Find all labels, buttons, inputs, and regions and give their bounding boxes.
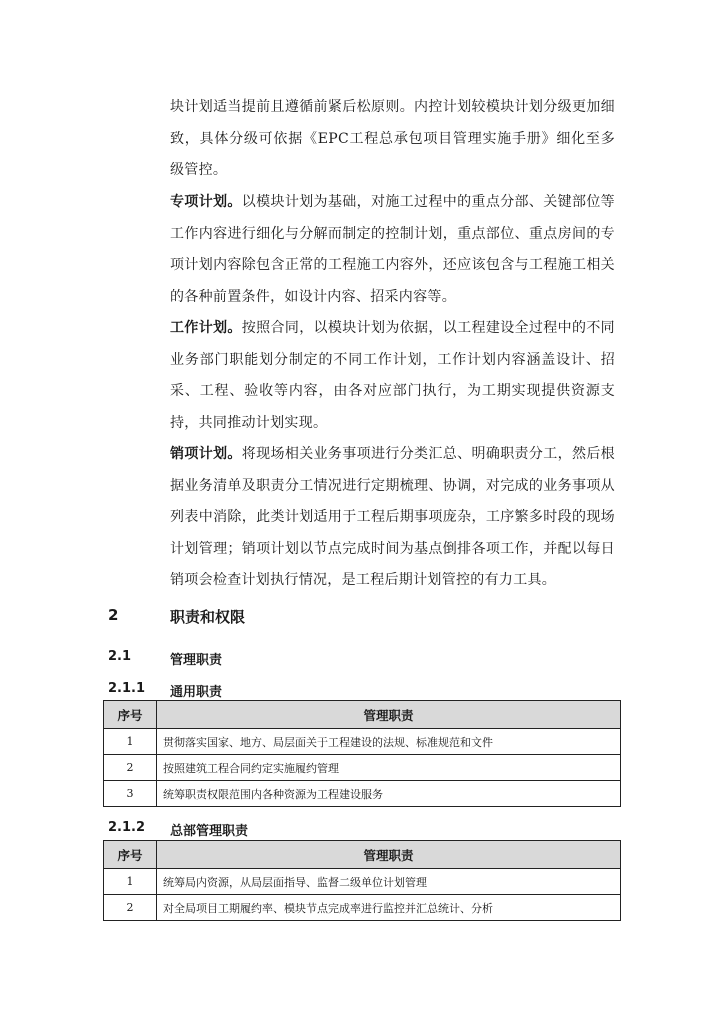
table-row bbox=[104, 755, 621, 781]
row-duty: 对全局项目工期履约率、模块节点完成率进行监控并汇总统计、分析 bbox=[157, 895, 621, 921]
headquarters-duties-table bbox=[103, 840, 621, 921]
section-2-1-title: 管理职责 bbox=[170, 653, 223, 668]
row-duty: 统筹职责权限范围内各种资源为工程建设服务 bbox=[157, 781, 621, 807]
paragraph-work-plan bbox=[170, 313, 615, 439]
general-duties-table bbox=[103, 700, 621, 807]
table-header-row bbox=[104, 841, 621, 869]
section-2-number: 2 bbox=[108, 606, 119, 624]
section-2-1-1-title: 通用职责 bbox=[170, 685, 223, 700]
paragraph-text: 按照合同，以模块计划为依据，以工程建设全过程中的不同业务部门职能划分制定的不同工作计划，工作计划内容涵盖设计、招采、工程、验收等内容，由各对应部门执行，为工期实现提供资源支持，共同推动计划实现。 bbox=[170, 320, 615, 431]
paragraph-lead: 销项计划。 bbox=[170, 446, 242, 462]
paragraph-special-plan bbox=[170, 187, 615, 313]
table-row bbox=[104, 729, 621, 755]
paragraph-lead: 专项计划。 bbox=[170, 194, 242, 210]
paragraph-text: 块计划适当提前且遵循前紧后松原则。内控计划较模块计划分级更加细致，具体分级可依据《EPC工程总承包项目管理实施手册》细化至多级管控。 bbox=[170, 99, 615, 179]
header-duty: 管理职责 bbox=[157, 701, 621, 729]
header-duty: 管理职责 bbox=[157, 841, 621, 869]
row-number: 1 bbox=[104, 869, 157, 895]
row-duty: 贯彻落实国家、地方、局层面关于工程建设的法规、标准规范和文件 bbox=[157, 729, 621, 755]
paragraph-lead: 工作计划。 bbox=[170, 320, 242, 336]
table-row bbox=[104, 869, 621, 895]
section-2-1-2-number: 2.1.2 bbox=[108, 820, 146, 835]
section-2-title: 职责和权限 bbox=[170, 608, 246, 626]
header-number: 序号 bbox=[104, 841, 157, 869]
row-number: 1 bbox=[104, 729, 157, 755]
row-duty: 统筹局内资源，从局层面指导、监督二级单位计划管理 bbox=[157, 869, 621, 895]
paragraph-text: 以模块计划为基础，对施工过程中的重点分部、关键部位等工作内容进行细化与分解而制定的控制计划，重点部位、重点房间的专项计划内容除包含正常的工程施工内容外，还应该包含与工程施工相关的各种前置条件，如设计内容、招采内容等。 bbox=[170, 194, 615, 305]
paragraph-closeout-plan bbox=[170, 439, 615, 597]
paragraph-text: 将现场相关业务事项进行分类汇总、明确职责分工，然后根据业务清单及职责分工情况进行定期梳理、协调，对完成的业务事项从列表中消除，此类计划适用于工程后期事项庞杂，工序繁多时段的现场计划管理；销项计划以节点完成时间为基点倒排各项工作，并配以每日销项会检查计划执行情况，是工程后期计划管控的有力工具。 bbox=[170, 446, 615, 589]
section-2-1-2-title: 总部管理职责 bbox=[170, 824, 249, 839]
row-duty: 按照建筑工程合同约定实施履约管理 bbox=[157, 755, 621, 781]
row-number: 3 bbox=[104, 781, 157, 807]
table-row bbox=[104, 781, 621, 807]
table-row bbox=[104, 895, 621, 921]
paragraph-module-plan bbox=[170, 92, 615, 187]
row-number: 2 bbox=[104, 755, 157, 781]
header-number: 序号 bbox=[104, 701, 157, 729]
row-number: 2 bbox=[104, 895, 157, 921]
section-2-1-1-number: 2.1.1 bbox=[108, 681, 146, 696]
table-header-row bbox=[104, 701, 621, 729]
section-2-1-number: 2.1 bbox=[108, 649, 132, 664]
